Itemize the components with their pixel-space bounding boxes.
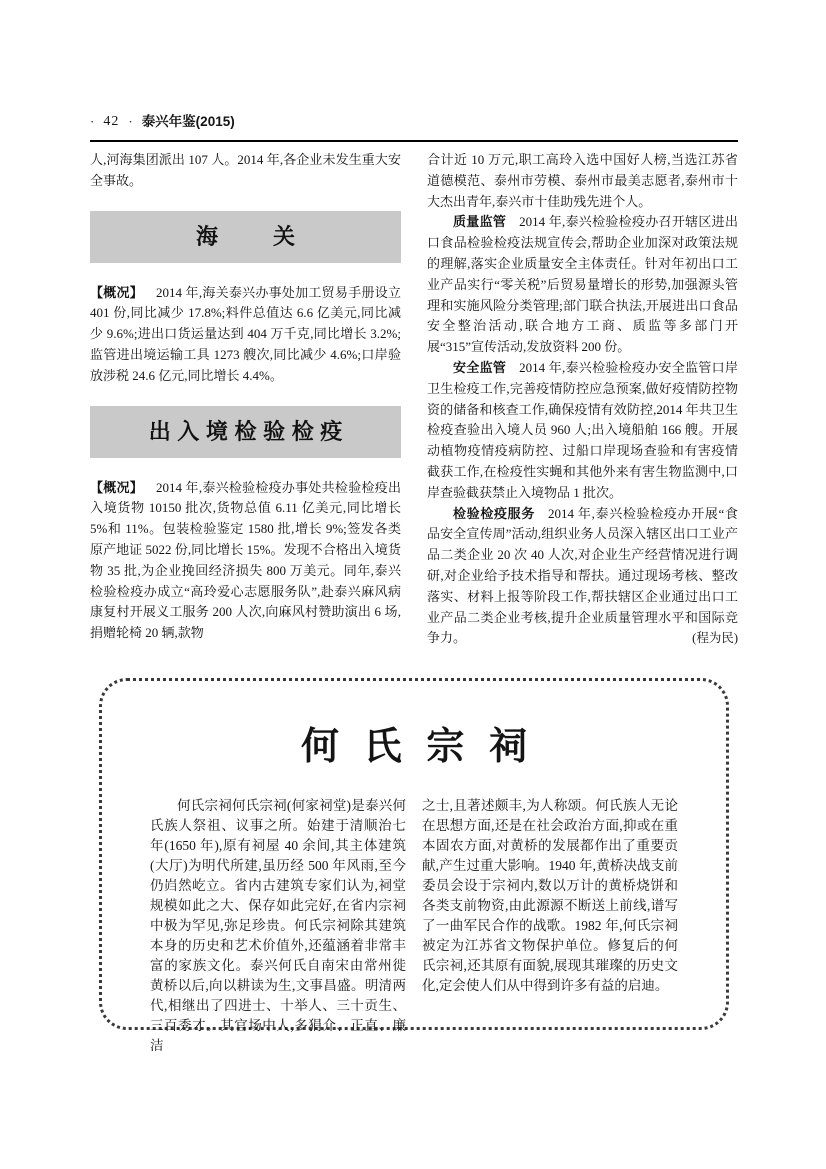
author-credit: (程为民): [692, 631, 738, 646]
paragraph-text: 2014 年,海关泰兴办事处加工贸易手册设立 401 份,同比减少 17.8%;料件总值达 6.6 亿美元,同比减少 9.6%;进出口货运量达到 404 万千克,同比增长 3.2%;监管进出境运输工具 1273 艘次,同比减少 4.6%;口岸验放涉税 24.6 亿元,同比增长 4.4%。: [90, 284, 401, 383]
feature-left-column-text: 何氏宗祠何氏宗祠(何家祠堂)是泰兴何氏族人祭祖、议事之所。始建于清顺治七年(1650 年),原有祠屋 40 余间,其主体建筑(大厅)为明代所建,虽历经 500 年风雨,至今仍岿然屹立。省内古建筑专家们认为,祠堂规模如此之大、保存如此完好,在省内宗祠中极为罕见,弥足珍贵。何氏宗祠除其建筑本身的历史和艺术价值外,还蕴涵着非常丰富的家族文化。泰兴何氏自南宋由常州徙黄桥以后,向以耕读为生,文事昌盛。明清两代,相继出了四进士、十举人、三十贡生、三百秀才。其官场中人,多狷介、正直、廉洁: [150, 798, 406, 1053]
paragraph-label: 【概况】: [90, 479, 144, 495]
section-heading-label: 出入境检验检疫: [148, 418, 349, 444]
bullet-icon: ·: [90, 114, 95, 129]
paragraph-customs-overview: [90, 283, 401, 387]
paragraph-continuation: 合计近 10 万元,职工高玲入选中国好人榜,当选江苏省道德模范、泰州市劳模、泰州市最美志愿者,泰州市十大杰出青年,泰兴市十佳助残先进个人。: [427, 152, 738, 209]
left-column: [90, 150, 401, 649]
paragraph-label: 【概况】: [90, 284, 144, 300]
paragraph-label: 质量监管: [453, 214, 507, 230]
paragraph-ciq-services: [427, 504, 738, 650]
paragraph-label: 检验检疫服务: [453, 505, 536, 521]
running-header: [90, 112, 738, 132]
paragraph-label: 安全监管: [453, 359, 507, 375]
bullet-icon: ·: [128, 114, 133, 129]
section-heading-label: 海关: [195, 223, 350, 249]
paragraph-quality-supervision: [427, 212, 738, 358]
feature-columns: [150, 796, 678, 1056]
page-number: 42: [103, 114, 120, 129]
paragraph-safety-supervision: [427, 358, 738, 504]
paragraph-ciq-overview: [90, 478, 401, 644]
book-title: 泰兴年鉴(2015): [141, 114, 235, 129]
feature-title: 何氏宗祠: [300, 726, 552, 768]
paragraph-text: 2014 年,泰兴检验检疫办开展“食品安全宣传周”活动,组织业务人员深入辖区出口工业产品二类企业 20 次 40 人次,对企业生产经营情况进行调研,对企业给予技术指导和帮扶。通过现场考核、整改落实、材料上报等阶段工作,帮扶辖区企业通过出口工业产品二类企业考核,提升企业质量管理水平和国际竞争力。: [427, 505, 738, 646]
feature-box-he-clan-shrine: [99, 678, 729, 1053]
paragraph-text: 2014 年,泰兴检验检疫办安全监管口岸卫生检疫工作,完善疫情防控应急预案,做好疫情防控物资的储备和核查工作,确保疫情有效防控,2014 年共卫生检疫查验出入境人员 960 人;出入境船舶 166 艘。开展动植物疫情疫病防控、过船口岸现场查验和有害疫情截获工作,在检疫性实蝇和其他外来有害生物监测中,口岸查验截获禁止入境物品 1 批次。: [427, 359, 738, 500]
feature-right-column-text: 之士,且著述颇丰,为人称颂。何氏族人无论在思想方面,还是在社会政治方面,抑或在重本固农方面,对黄桥的发展都作出了重要贡献,产生过重大影响。1940 年,黄桥决战支前委员会设于宗祠内,数以万计的黄桥烧饼和各类支前物资,由此源源不断送上前线,谱写了一曲军民合作的战歌。1982 年,何氏宗祠被定为江苏省文物保护单位。修复后的何氏宗祠,还其原有面貌,展现其璀璨的历史文化,定会使人们从中得到许多有益的启迪。: [422, 798, 678, 993]
paragraph-text: 2014 年,泰兴检验检疫办事处共检验检疫出入境货物 10150 批次,货物总值 6.11 亿美元,同比增长 5%和 11%。包装检验鉴定 1580 批,增长 9%;签发各类原产地证 5022 份,同比增长 15%。发现不合格出入境货物 35 批,为企业挽回经济损失 800 万美元。同年,泰兴检验检疫办成立“高玲爱心志愿服务队”,赴泰兴麻风病康复村开展义工服务 200 人次,向麻风村赞助演出 6 场,捐赠轮椅 20 辆,款物: [90, 479, 401, 641]
header-rule: [90, 140, 738, 142]
section-heading-customs: [90, 211, 401, 263]
paragraph-text: 2014 年,泰兴检验检疫办召开辖区进出口食品检验检疫法规宣传会,帮助企业加深对政策法规的理解,落实企业质量安全主体责任。针对年初出口工业产品实行“零关税”后贸易量增长的形势,加强源头管理和实施风险分类管理;部门联合执法,开展进出口食品安全整治活动,联合地方工商、质监等多部门开展“315”宣传活动,发放资料 200 份。: [427, 214, 738, 355]
right-column: [427, 150, 738, 649]
paragraph-continuation: 人,河海集团派出 107 人。2014 年,各企业未发生重大安全事故。: [90, 152, 401, 188]
section-heading-inspection-quarantine: [90, 406, 401, 458]
body-columns: [90, 150, 738, 649]
